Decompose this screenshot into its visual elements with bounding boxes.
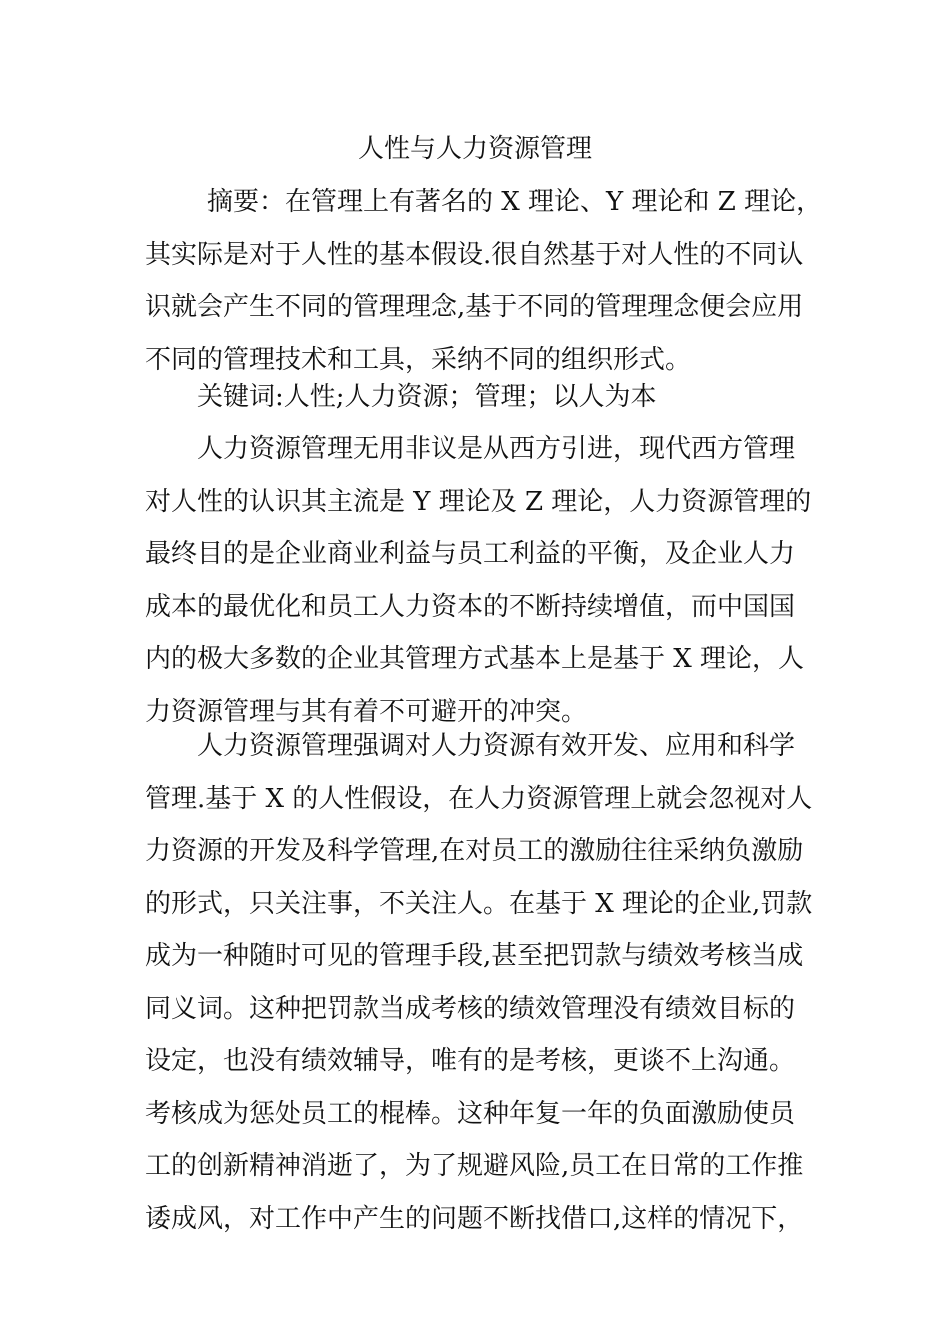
paragraph-line: 力资源的开发及科学管理,在对员工的激励往往采纳负激励 bbox=[145, 836, 804, 866]
paragraph-line: 人力资源管理无用非议是从西方引进，现代西方管理 bbox=[197, 434, 796, 464]
keywords-line: 关键词:人性;人力资源；管理；以人为本 bbox=[197, 382, 657, 412]
abstract-line: 摘要：在管理上有著名的 X 理论、Y 理论和 Z 理论， bbox=[207, 187, 823, 217]
body-paragraph-2 bbox=[145, 720, 813, 1245]
paragraph-line: 的形式，只关注事，不关注人。在基于 X 理论的企业,罚款 bbox=[145, 888, 813, 919]
paragraph-line: 同义词。这种把罚款当成考核的绩效管理没有绩效目标的 bbox=[145, 993, 796, 1024]
paragraph-line: 最终目的是企业商业利益与员工利益的平衡，及企业人力 bbox=[145, 539, 796, 569]
paragraph-line: 对人性的认识其主流是 Y 理论及 Z 理论，人力资源管理的 bbox=[145, 486, 812, 517]
body-paragraph-1 bbox=[145, 423, 812, 738]
abstract-line: 识就会产生不同的管理理念,基于不同的管理理念便会应用 bbox=[145, 292, 804, 322]
paragraph-line: 力资源管理与其有着不可避开的冲突。 bbox=[145, 696, 588, 727]
paragraph-line: 设定，也没有绩效辅导，唯有的是考核，更谈不上沟通。 bbox=[145, 1046, 796, 1076]
paragraph-line: 管理.基于 X 的人性假设，在人力资源管理上就会忽视对人 bbox=[145, 783, 813, 814]
paragraph-line: 内的极大多数的企业其管理方式基本上是基于 X 理论，人 bbox=[145, 644, 805, 674]
paragraph-line: 诿成风，对工作中产生的问题不断找借口,这样的情况下， bbox=[145, 1203, 804, 1234]
paragraph-line: 考核成为惩处员工的棍棒。这种年复一年的负面激励使员 bbox=[145, 1098, 796, 1129]
paragraph-line: 人力资源管理强调对人力资源有效开发、应用和科学 bbox=[197, 731, 796, 761]
paragraph-line: 工的创新精神消逝了，为了规避风险,员工在日常的工作推 bbox=[145, 1151, 804, 1181]
keywords bbox=[145, 371, 805, 424]
paragraph-line: 成为一种随时可见的管理手段,甚至把罚款与绩效考核当成 bbox=[145, 941, 804, 971]
abstract-line: 不同的管理技术和工具，采纳不同的组织形式。 bbox=[145, 344, 692, 375]
paragraph-line: 成本的最优化和员工人力资本的不断持续增值，而中国国 bbox=[145, 591, 796, 622]
abstract-line: 其实际是对于人性的基本假设.很自然基于对人性的不同认 bbox=[145, 239, 804, 270]
document-title: 人性与人力资源管理 bbox=[357, 134, 592, 164]
abstract bbox=[145, 176, 823, 386]
